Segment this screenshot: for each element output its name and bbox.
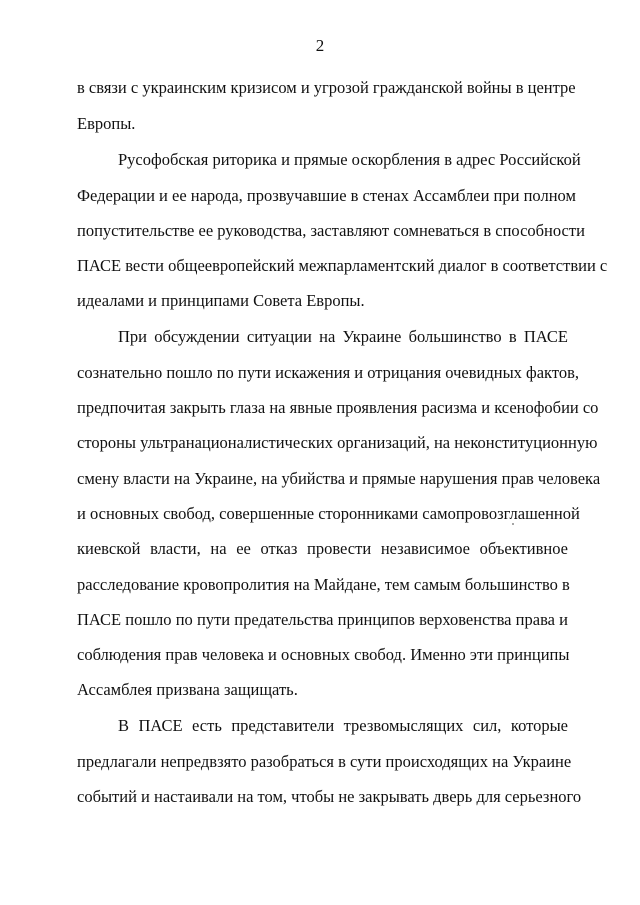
text-line: ПАСЕ пошло по пути предательства принципов верховенства права и — [77, 610, 568, 629]
text-line: предлагали непредвзято разобраться в сути происходящих на Украине — [77, 752, 572, 771]
page-number: 2 — [315, 36, 325, 55]
text-line: В ПАСЕ есть представители трезвомыслящих сил, которые — [118, 716, 568, 735]
text-line: идеалами и принципами Совета Европы. — [77, 291, 365, 310]
text-line: Европы. — [77, 114, 136, 133]
text-line: событий и настаивали на том, чтобы не закрывать дверь для серьезного — [77, 787, 582, 806]
text-line: Русофобская риторика и прямые оскорбления в адрес Российской — [118, 150, 581, 169]
text-line: предпочитая закрыть глаза на явные проявления расизма и ксенофобии со — [77, 398, 599, 417]
text-line: соблюдения прав человека и основных свобод. Именно эти принципы — [77, 645, 570, 664]
text-line: киевской власти, на ее отказ провести независимое объективное — [77, 539, 568, 558]
text-line: и основных свобод, совершенные сторонниками самопровозглашенной — [77, 504, 580, 523]
text-line: ПАСЕ вести общеевропейский межпарламентский диалог в соответствии с — [77, 256, 608, 275]
text-line: сознательно пошло по пути искажения и отрицания очевидных фактов, — [77, 363, 580, 382]
text-line: стороны ультранационалистических организаций, на неконституционную — [77, 433, 598, 452]
text-line: Ассамблея призвана защищать. — [77, 680, 298, 699]
text-line: расследование кровопролития на Майдане, тем самым большинство в — [77, 575, 570, 594]
text-line: в связи с украинским кризисом и угрозой гражданской войны в центре — [77, 78, 576, 97]
text-line: попустительстве ее руководства, заставляют сомневаться в способности — [77, 221, 585, 240]
scan-speck — [512, 523, 514, 525]
text-line: смену власти на Украине, на убийства и прямые нарушения прав человека — [77, 469, 601, 488]
text-line: Федерации и ее народа, прозвучавшие в стенах Ассамблеи при полном — [77, 186, 576, 205]
text-line: При обсуждении ситуации на Украине большинство в ПАСЕ — [118, 327, 568, 346]
